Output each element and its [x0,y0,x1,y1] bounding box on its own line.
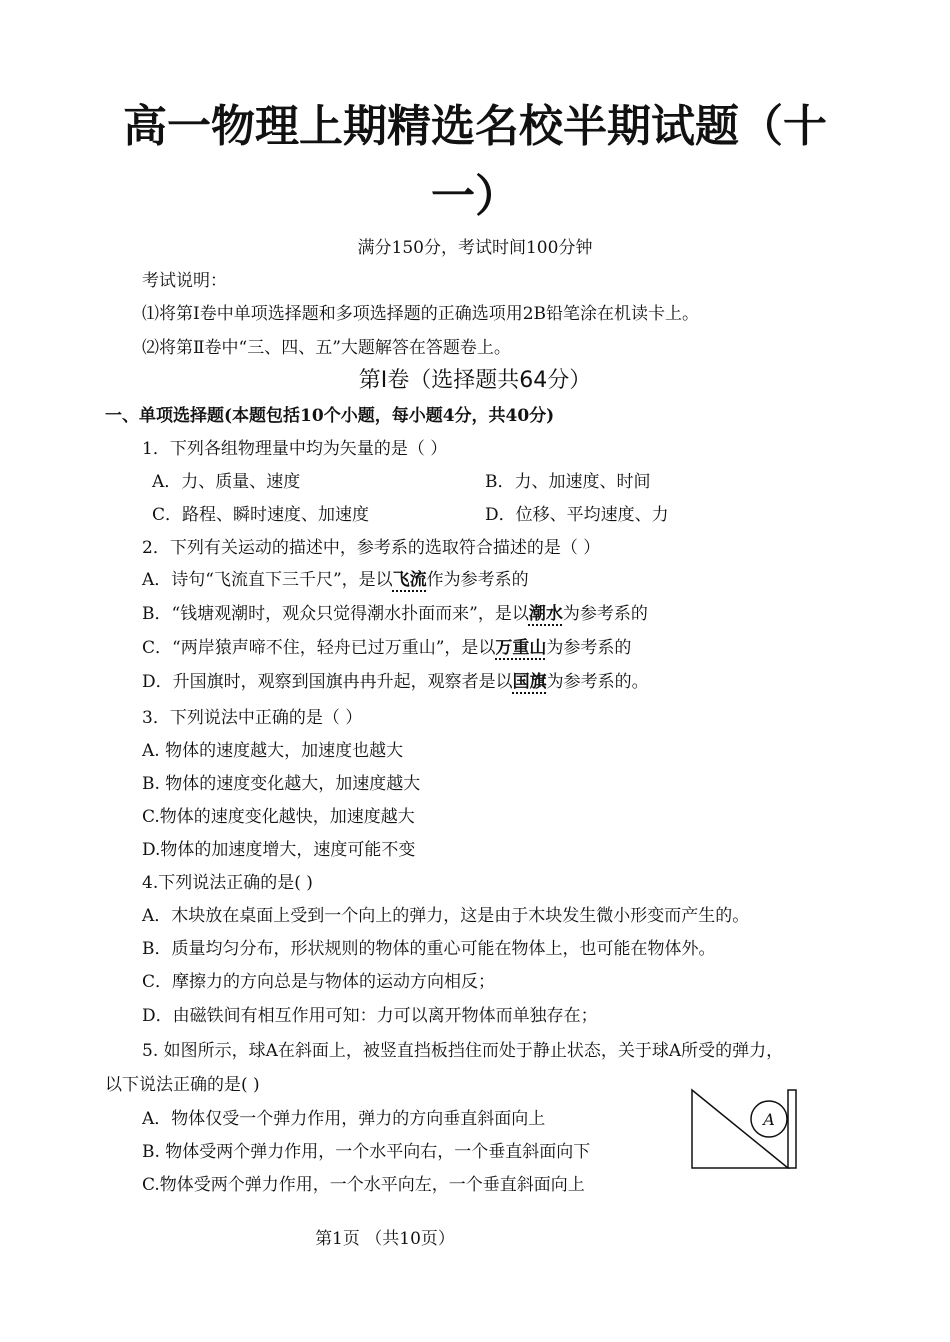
q2-option-a-tail: 作为参考系的 [426,570,529,590]
q3-stem: 3．下列说法中正确的是（ ） [142,708,363,728]
part1-heading: 第Ⅰ卷（选择题共64分） [358,368,592,393]
q3-option-a: A. 物体的速度越大，加速度也越大 [142,741,404,761]
q1-option-c: C．路程、瞬时速度、加速度 [152,505,370,525]
q2-option-b-tail: 为参考系的 [562,604,648,624]
ball-label: A [763,1110,775,1129]
q2-option-c [142,637,631,659]
q2-option-a-text: A．诗句“飞流直下三千尺”，是以 [142,570,393,590]
q2-option-d-text: D．升国旗时，观察到国旗冉冉升起，观察者是以 [142,672,513,692]
instruction-item-1: ⑴将第Ⅰ卷中单项选择题和多项选择题的正确选项用2B铅笔涂在机读卡上。 [142,304,700,324]
page-title: 高一物理上期精选名校半期试题（十一） [123,101,827,222]
q1-option-b: B．力、加速度、时间 [485,472,651,492]
emphasis-mark: 万重山 [495,638,547,658]
instructions-heading: 考试说明： [142,271,227,291]
q3-option-d: D.物体的加速度增大，速度可能不变 [142,840,416,860]
exam-subtitle: 满分150分，考试时间100分钟 [357,238,593,258]
q5-stem-continued: 以下说法正确的是( ) [105,1075,260,1095]
q5-option-c: C.物体受两个弹力作用，一个水平向左，一个垂直斜面向上 [142,1175,585,1195]
q5-stem: 5. 如图所示，球A在斜面上，被竖直挡板挡住而处于静止状态，关于球A所受的弹力， [142,1041,784,1061]
q1-option-d: D．位移、平均速度、力 [485,505,669,525]
q2-option-a [142,569,529,591]
q4-option-b: B．质量均匀分布，形状规则的物体的重心可能在物体上，也可能在物体外。 [142,939,716,959]
q3-option-b: B. 物体的速度变化越大，加速度越大 [142,774,421,794]
q4-option-d: D．由磁铁间有相互作用可知：力可以离开物体而单独存在； [142,1006,598,1026]
emphasis-mark: 潮水 [528,604,563,624]
vertical-board [788,1090,796,1168]
q2-option-d-tail: 为参考系的。 [546,672,649,692]
q4-stem: 4.下列说法正确的是( ) [142,873,313,893]
incline-ball-figure [690,1088,806,1174]
q1-option-a: A．力、质量、速度 [152,472,301,492]
q1-stem: 1．下列各组物理量中均为矢量的是（ ） [142,439,448,459]
q2-stem: 2．下列有关运动的描述中，参考系的选取符合描述的是（ ） [142,538,601,558]
page-footer: 第1页 （共10页） [315,1229,455,1249]
q2-option-c-tail: 为参考系的 [546,638,632,658]
q2-option-b [142,603,648,625]
emphasis-mark: 国旗 [512,672,547,692]
q4-option-a: A．木块放在桌面上受到一个向上的弹力，这是由于木块发生微小形变而产生的。 [142,906,750,926]
q2-option-b-text: B．“钱塘观潮时，观众只觉得潮水扑面而来”，是以 [142,604,529,624]
q5-option-b: B. 物体受两个弹力作用，一个水平向右，一个垂直斜面向下 [142,1142,591,1162]
emphasis-mark: 飞流 [392,570,427,590]
instruction-item-2: ⑵将第Ⅱ卷中“三、四、五”大题解答在答题卷上。 [142,338,511,358]
q2-option-d [142,671,649,693]
q5-option-a: A．物体仅受一个弹力作用，弹力的方向垂直斜面向上 [142,1109,546,1129]
q4-option-c: C．摩擦力的方向总是与物体的运动方向相反； [142,972,496,992]
q3-option-c: C.物体的速度变化越快，加速度越大 [142,807,415,827]
section1-heading: 一、单项选择题(本题包括10个小题，每小题4分，共40分) [105,406,555,426]
q2-option-c-text: C．“两岸猿声啼不住，轻舟已过万重山”，是以 [142,638,496,658]
